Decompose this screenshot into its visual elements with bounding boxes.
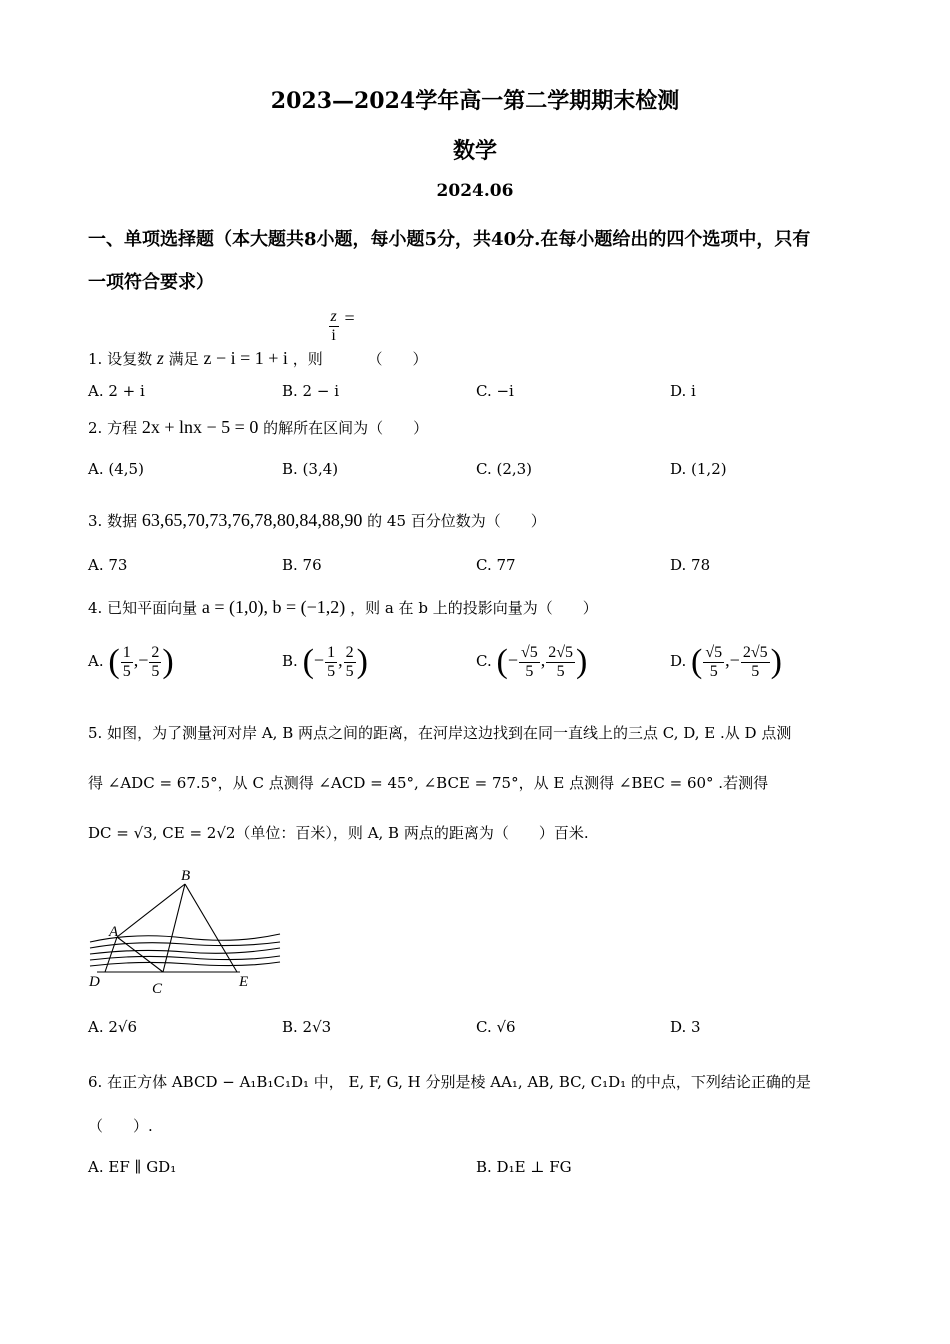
q5-line3: DC = √3, CE = 2√2（单位：百米），则 A, B 两点的距离为（ ）百米. <box>88 824 589 842</box>
q4-option-b: B. (− $\frac{1}{5}$ , $\frac{2}{5}$ ) <box>282 643 368 680</box>
q4b-num1: 1 <box>327 643 336 661</box>
q1-prefix: 1. 设复数 <box>88 350 153 369</box>
q1-fraction <box>329 308 339 344</box>
q1-eq-sign: = <box>344 308 355 329</box>
q4d-num2: 2√5 <box>742 643 768 661</box>
river-line-5 <box>90 962 280 966</box>
q3-option-b: B. 76 <box>282 556 322 574</box>
q4-label-d: D. <box>670 652 687 670</box>
q4d-den2: 5 <box>751 662 760 680</box>
q2-suffix: 的解所在区间为（ ） <box>263 419 429 437</box>
q4c-den2: 5 <box>556 662 565 680</box>
q6-line1: 6. 在正方体 ABCD − A₁B₁C₁D₁ 中， E, F, G, H 分别是棱 AA₁, AB, BC, C₁D₁ 的中点，下列结论正确的是 <box>88 1073 811 1091</box>
q4-suffix: ，则 a 在 b 上的投影向量为（ ） <box>350 599 598 617</box>
q4b-neg: − <box>313 650 325 670</box>
q4-option-a: A. ( $\frac{1}{5}$ ,− $\frac{2}{5}$ ) <box>88 643 174 680</box>
q4-option-c: C. (− $\frac{√5}{5}$ , $\frac{2√5}{5}$ ) <box>476 643 588 680</box>
q4-vectors: a = (1,0), b = (−1,2) <box>201 597 346 617</box>
q3-option-d: D. 78 <box>670 556 711 574</box>
fig-label-e: E <box>239 974 249 990</box>
q4a-neg: − <box>138 650 149 670</box>
q4b-den2: 5 <box>345 662 354 680</box>
q4-prefix: 4. 已知平面向量 <box>88 599 198 617</box>
fig-label-c: C <box>152 981 163 997</box>
q2-option-d: D. (1,2) <box>670 460 727 478</box>
q2-equation: 2x + lnx − 5 = 0 <box>141 417 259 437</box>
q4c-neg: − <box>507 650 518 670</box>
q6-option-a: A. EF ∥ GD₁ <box>88 1158 177 1176</box>
exam-date: 2024.06 <box>436 181 514 201</box>
section-heading-line2: 一项符合要求） <box>88 272 214 293</box>
q4-label-b: B. <box>282 652 298 670</box>
q1-option-b: B. 2 − i <box>282 382 340 400</box>
question-2 <box>88 417 428 438</box>
exam-title: 2023—2024学年高一第二学期期末检测 <box>270 88 680 114</box>
q6-option-b: B. D₁E ⊥ FG <box>476 1158 572 1176</box>
q5-option-d: D. 3 <box>670 1018 701 1036</box>
question-3 <box>88 510 546 531</box>
question-1 <box>88 308 428 372</box>
river-line-3 <box>90 948 280 954</box>
q2-prefix: 2. 方程 <box>88 419 138 437</box>
q4-label-c: C. <box>476 652 492 670</box>
q2-option-a: A. (4,5) <box>88 460 144 478</box>
q1-var: z <box>156 348 164 369</box>
section-heading-line1: 一、单项选择题（本大题共8小题，每小题5分，共40分.在每小题给出的四个选项中，只有 <box>88 229 811 250</box>
q4b-num2: 2 <box>345 643 354 661</box>
q1-option-a: A. 2 + i <box>88 382 145 400</box>
q1-frac-den: i <box>331 326 336 344</box>
q3-option-a: A. 73 <box>88 556 128 574</box>
fig-label-a: A <box>109 924 119 940</box>
q1-mid: 满足 <box>168 350 199 369</box>
q4d-num1: √5 <box>705 643 723 661</box>
q4-label-a: A. <box>88 652 104 670</box>
fig-label-d: D <box>89 974 100 990</box>
line-bc <box>163 884 185 972</box>
line-ab <box>117 884 185 937</box>
q4a-num2: 2 <box>151 643 160 661</box>
q4a-num1: 1 <box>122 643 131 661</box>
q2-option-c: C. (2,3) <box>476 460 533 478</box>
q5-figure <box>85 862 285 997</box>
q1-then: ，则 <box>292 350 323 369</box>
q3-data: 63,65,70,73,76,78,80,84,88,90 <box>141 510 363 530</box>
q4c-num2: 2√5 <box>548 643 574 661</box>
q1-option-d: D. i <box>670 382 696 400</box>
subject-title: 数学 <box>452 138 497 164</box>
q1-blank: （ ） <box>367 350 428 369</box>
question-4 <box>88 597 598 618</box>
q4d-neg: − <box>729 650 740 670</box>
q4-option-d: D. ( $\frac{√5}{5}$ ,− $\frac{2√5}{5}$ ) <box>670 643 782 680</box>
river-line-4 <box>90 956 280 960</box>
q4d-den1: 5 <box>709 662 718 680</box>
q5-line1: 5. 如图，为了测量河对岸 A, B 两点之间的距离，在河岸这边找到在同一直线上的三点 C, D, E .从 D 点测 <box>88 724 792 742</box>
q4a-den1: 5 <box>122 662 131 680</box>
q3-suffix: 的 45 百分位数为（ ） <box>367 512 546 530</box>
q4c-den1: 5 <box>525 662 534 680</box>
river-line-2 <box>90 942 280 948</box>
q2-option-b: B. (3,4) <box>282 460 339 478</box>
q6-line2: （ ）. <box>88 1117 153 1135</box>
q3-prefix: 3. 数据 <box>88 512 138 530</box>
q4a-den2: 5 <box>151 662 160 680</box>
q5-option-c: C. √6 <box>476 1018 516 1036</box>
q1-equation: z − i = 1 + i <box>203 348 288 369</box>
q4b-den1: 5 <box>327 662 336 680</box>
line-ad <box>105 937 117 972</box>
q3-option-c: C. 77 <box>476 556 516 574</box>
q1-frac-num: z <box>330 308 337 325</box>
q5-line2: 得 ∠ADC = 67.5°，从 C 点测得 ∠ACD = 45°, ∠BCE = 75°，从 E 点测得 ∠BEC = 60° .若测得 <box>88 774 769 792</box>
fig-label-b: B <box>181 868 191 884</box>
q5-option-b: B. 2√3 <box>282 1018 332 1036</box>
q5-option-a: A. 2√6 <box>88 1018 138 1036</box>
q1-option-c: C. −i <box>476 382 514 400</box>
q4c-num1: √5 <box>520 643 538 661</box>
